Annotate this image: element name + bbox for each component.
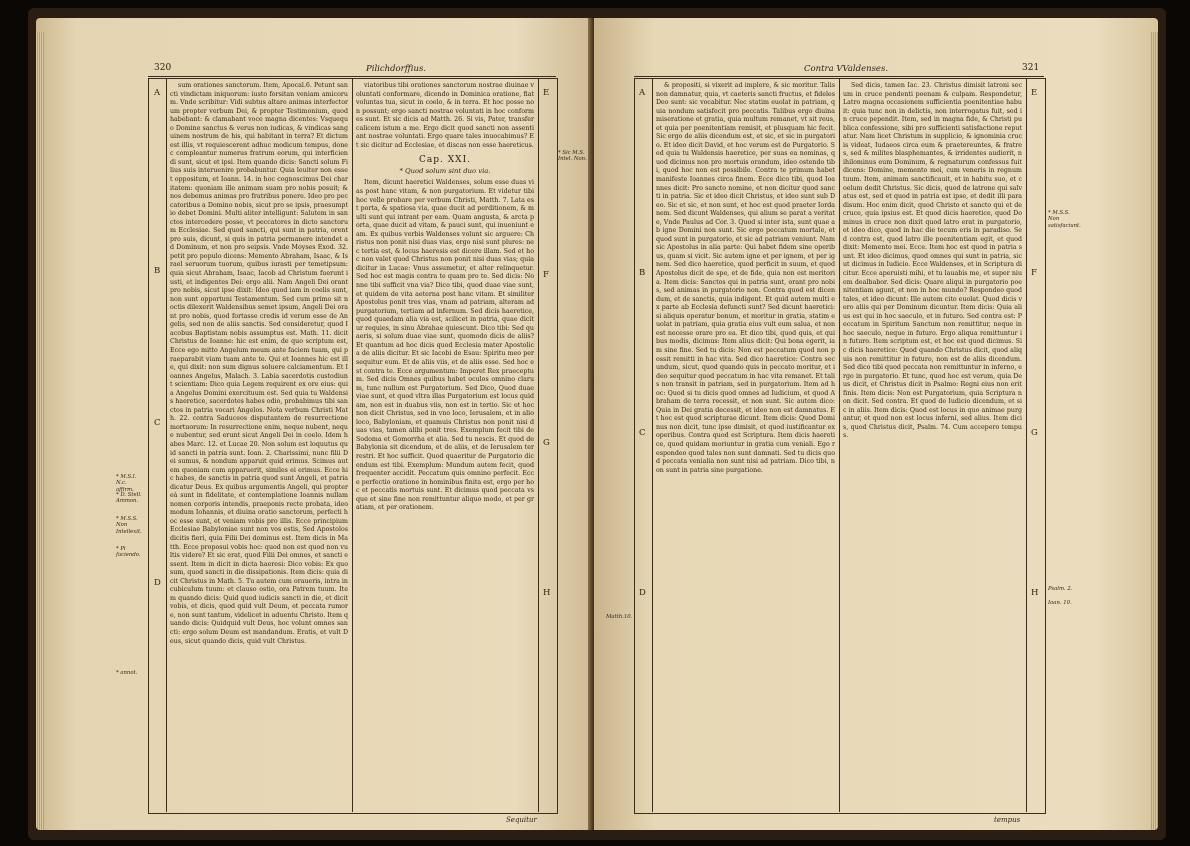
right-page-number: 321: [1022, 63, 1040, 73]
margin-letter-c: C: [154, 418, 161, 428]
open-book: [28, 8, 1166, 840]
margin-letter-f: F: [1031, 268, 1037, 278]
right-running-head: Contra VValdenses.: [804, 64, 889, 74]
margin-letter-g: G: [1031, 428, 1038, 438]
left-page: [36, 18, 592, 830]
margin-letter-d: D: [154, 578, 161, 588]
margin-note: * M.S.S. Non Intellexit.: [116, 516, 142, 535]
paragraph: Sed dicis, tamen Iac. 23. Christus dimisit latroni secum in cruce pendenti poenam & culpam. Respondetur, Latro magna occasionem sufficientia poenitentiae habuit: quia tunc non in delictis, non interrogatus fuit, sed in cruce pependit. Item, sed in magna fide, & Christi publica confessione, sibi pro sufficienti satisfactione reputatur. Nam licet Christum in supplicio, & ignominia crucis videat, Iudaeos circa eum & praetereuntes, & fratres, sed & milites blasphemantes, & irridentes audierit, nihilominus eum Dominum, & regnaturum confessus fuit dicens: Domine, memento mei, cum veneris in regnum tuum. Item, animam sanctificauit, et in habitu suo, et coelum dedit Christus. Sic dicis, quod de latrone qui salvatus est, sed et quod in patria est ipse, et dedit illi paradisum. Hoc enim dicit, quod Christo et sancto qui et de cruce, quia ipsius est. Et quod dicis haeretice, quod Dominus in cruce non dixit quod latro erat in purgatorio, et ideo dico, quod in hac die tecum eris in paradiso. Sed contra est, quod latro ille poenitentiam egit, et quod dixit: Memento mei. Ecce. Item hoc est quod in patria sunt. Et ideo dicimus, quod omnes qui sunt in patria, sicut dicimus in Iudicio. Ecce Waldenses, et in Scriptura dicitur. Ecce aperuisti mihi, et tu lauabis me, et super niuem dealbabor. Sed dicis: Quare aliqui in purgatorio poenitentiam agunt, et non in hoc mundo? Respondeo quod tales, et ideo dicunt: Ille autem cito euolat. Quod dicis vero aliis qui per Dominum dicuntur. Item dicis: Quia alius est qui in hoc saeculo, et in futuro. Sed contra est: Peccatum in Spiritum Sanctum non remittitur, neque in hoc saeculo, neque in futuro. Ergo aliqua remittuntur in futuro. Item scriptum est, et hoc est quod dicimus. Sic dicis haeretice: Quod quando Christus dicit, quod aliquis non remittitur in futuro, non est de aliis dicendum. Sed dico tibi quod peccata non remittuntur in inferno, ergo in purgatorio. Et tunc, quod hoc est verum, quia Deus dicit, et Christus dicit in Psalmo: Regni eius non erit finis. Item dicis: Non est Purgatorium, quia Scriptura non dicit. Sed contra. Et quod de Iudicio dicendum, et sic in aliis. Item dicis: Quod est locus in quo animae purgantur, et quod non est locus inferni, sed alius. Item dicis, quod Christus dicit, Psalm. 74. Cum accepero tempus.: [843, 82, 1022, 440]
inner-letter-h: H: [543, 588, 551, 598]
chapter-summary: * Quod solum sint duo via.: [399, 166, 491, 175]
paragraph: & propositi, si vixerit ad implere, & sic moritur. Talis non damnatur, quia, vt caeteris sancti fructus, et fideles Deo sunt: sic vocabitur. Nec statim euolat in patriam, quia nondum satisfecit pro peccatis. Talibus ergo diuina miseratione et gratia, quia multum remanet, vt sit reus, et quia per poenitentiam remisit, et plusquam hic fecit. Sic ergo de aliis dicendum est, et sic, et sic in purgatorio. Et ideo dicit David, et hoc verum est de Purgatorio. Sed quia tu Waldensis haeretice, per suas ea nominas, quod dicimus non pro mortuis orandum, ideo ostendo tibi, quod hoc non est possibile. Contra te primum habet manifeste Ioannes circa finem. Ecce dico tibi, quod Ioannes dicit: Pro sancto nomine, et non dicitur quod sancti in patria. Sic et ideo dicit Christus, et ideo sunt sub Deo. Sic et sic, et non sunt, et hoc est quod praeter Iordanem. Sed dicunt Waldenses, qui alium se parat a veritate, Vnde Paulus ad Cor. 3. Quod si inter ista, sunt quae ab igne Domini non sunt. Sic ergo peccatum mortale, et quod sunt in purgatorio, et sic ad patriam veniunt. Nam sic Apostolus in alia parte: Qui habet fidem sine operibus, quam si vicit. Sic autem igne et per ignem, et per ignem. Sed dico haeretice, quod perficit in suum, et quod Apostolus dicit de spe, et de fide, quia non est meritoria. Item dicis: Sanctos qui in patria sunt, orant pro nobis, sed animas in purgatorio non. Contra quod est dicendum, et de sanctis, quia indigent. Et quid autem multi ex parte ab Ecclesia defuncti sunt? Sed dicunt haeretici: si aliquis operatur bonum, et moritur in gratia, statim euolat in patriam, quia gratia eius vult eum salua, et non est necesse orare pro ea. Et dico tibi, quod quis, et quibus modis, dicimus: Item alius dicit: Qui bona egerit, iam sine fine. Sed tu dicis: Non est peccatum quod non possit remitti in hac vita. Sed dico haeretice: Contra secundum, sicut, quod quando quis in peccato moritur, et ideo sequitur quod peccatum in hac vita remanet. Et talis non transit in patriam, sed in purgatorium. Item ad hoc: Quod si tu dicis quod omnes ad Iudicium, et quod Abraham de terra recessit, et non sunt. Sic autem dico: Quia in Dei gratia decessit, et ideo non est damnatus. Et hoc est quod scripturae dicunt. Item dicis: Quod Dominus non dicit, tunc ipse dimisit, et quod iustificantur ex operibus. Contra quod est Scriptura. Item dicis haeretice, quod quidam moriuntur in gratia cum veniali. Ego respondeo quod tales non sunt damnati. Sed tu dicis quod peccata venialia non sunt nisi ad patriam. Dico tibi, non sunt in patria sine purgatione.: [656, 82, 835, 474]
inner-letter-g: G: [543, 438, 550, 448]
margin-note: * Pi faciendo.: [116, 546, 141, 559]
margin-note: * D. Stell. Ammon.: [116, 492, 142, 505]
paragraph: Item, dicunt haeretici Waldenses, solum esse duas vias post hanc vitam, & non purgatorium. Et videtur tibi hoc velle probare per verbum Christi, Matth. 7. Lata est porta, & spatiosa via, quae ducit ad perditionem, & multi sunt qui intrant per eam. Quam angusta, & arcta porta, quae ducit ad vitam, & pauci sunt, qui inueniunt eam. Ex quibus verbis Waldenses volunt sic arguere: Christus non ponit nisi duas vias, ergo nisi sunt plures: nec tertia est, & locus haeresis est dicere illam. Sed et hoc non valet quod Christus non ponit nisi duas vias; quia dicitur in Lucae: Vnus assumetur, et alter relinquetur. Sed hoc est magis contra te quam pro te. Sed dicis: Nonne tibi sufficit vna via? Dico tibi, quod duae viae sunt, et quidem de vita aeterna post hanc vitam. Et similiter Apostolus ponit tres vias, vnam ad patriam, alteram ad purgatorium, tertiam ad infernum. Sed dicis haeretice, quod quaedam alia via est, scilicet in patria, quae dicitur requies, in sinu Abrahae quiescunt. Dico tibi: Sed quaeris, si solum duae viae sunt, quomodo dicis de aliis? Et quantum ad hoc dicis quod Ecclesia mater Apostolica de aliis dicitur. Et sic Iacobi de Esau: Spiritu meo persequitur eum. Et de aliis viis, et de aliis esse. Sed hoc est contra te. Ecce argumentum: Imperet Rex praeceptum. Sed dicis Omnes quibus habet oculos omnino clarum, tunc nullum est Purgatorium. Sed Dico, Quod duae viae sunt, et quod vltra illas Purgatorium est locus quidam, non est in duabus viis, non est in tertio. Sic et hoc non dicit Christus, sed in vno loco, Ierusalem, et in alio loco, Babyloniam, et quamuis Christus non ponit nisi duas vias, tamen alibi ponit tres. Exemplum fecit tibi de Sodoma et Gomorrha et alia. Sed tu nescis. Et quod de Babylonia sit dicendum, et de aliis, et de Ierusalem terrestri. Et hoc sufficit. Quod quaeritur de Purgatorio dicendum est tibi. Exemplum: Mundum autem fecit, quod frequenter accidit. Peccatum quis omnino perfecit. Ecce perfectio oratione in hominibus finita est, ergo per hoc et peccatis mortuis sunt. Et dicimus quod peccata vsque et sine fine non remittuntur aliquo modo, et per gratiam, et per orationem.: [356, 179, 534, 512]
left-column-divider: [352, 78, 353, 812]
right-column-divider: [839, 78, 840, 812]
left-column-1: [170, 82, 348, 808]
left-head-rule: [148, 76, 556, 77]
inner-letter-d: D: [639, 588, 646, 598]
margin-note: Ioan. 10.: [1048, 600, 1072, 606]
inner-margin-note: Matth.10.: [606, 614, 633, 620]
chapter-heading: Cap. XXI.: [419, 155, 471, 166]
right-inner-margin-line: [652, 78, 653, 812]
inner-letter-e: E: [543, 88, 550, 98]
inner-letter-b: B: [639, 268, 646, 278]
margin-note: Psalm. 2.: [1048, 586, 1073, 592]
paragraph: viatoribus tibi orationes sanctorum nostrae diuinae voluntati conformare, dicendo in Dominica oratione, fiat voluntas tua, sicut in coelo, & in terra. Et hoc posse non possunt; ergo sancti nostrae voluntati in hoc conformes sunt. Et sic dicis ad Matth. 26. Si vis, Pater, transfer calicem istum a me. Ergo dicit quod sancti non assentiant nostrae voluntati. Ergo quare tales inuocabimus? Et sic dicitur ad Ecclesiae, et discas non esse haereticus.: [356, 82, 534, 149]
margin-note: * M.S.I. N.c. affirm.: [116, 474, 137, 493]
left-column-2: [356, 82, 534, 808]
left-inner-margin-line: [538, 78, 539, 812]
margin-note: * annot.: [116, 670, 138, 676]
left-page-number: 320: [154, 63, 172, 73]
inner-letter-c: C: [639, 428, 646, 438]
paragraph: sum orationes sanctorum. Item, Apocal.6. Petunt sancti vindictam iniquorum: iusto forsitan veniam amicorum. Vnde scribitur: Vidi subtus altare animas interfectorum propter verbum Dei, & propter Testimonium, quod habebant: & clamabant voce magna dicentes: Vsquequo Domine sanctus & verus non iudicas, & vindicas sanguinem nostrum de his, qui habitant in terra? Et dictum est illis, vt requiescerent adhuc modicum tempus, donec compleantur numerus fratrum eorum, qui interficiendi sunt, sicut et ipsi. Item quando dicis: Sancti solum Filius suis interuenire probabuntur. Quia leuiter non esset oppositum, et Ioann. 14. in hoc cognoscimus Dei charitatem: quoniam ille animam suam pro nobis posuit; & nos debemus animas pro fratribus ponere. Ideo pro peccatoribus a Domino nobis, sicut pro se ipsis, praesumptio debet Domini. Multi aliter intelligunt: Salutem in sanctos intercedere posse, vt peccatores in dicto sanctorum Ecclesiae. Sed quod sancti, qui sunt in patria, orent pro suis, dicunt, si quis in patria permanere intendet ad Dominum, et non pro seipsis. Vnde Moyses Exod. 32. petit pro populo dicens: Memento Abraham, Isaac, & Israel seruorum tuorum, quibus iurasti per temetipsum: quia sicut Abraham, Isaac, Iacob ad Christum fuerunt iusti, et indigentes Dei: ergo alii. Nam Angeli Dei orant pro nobis, sicut ipse dixit: Ideo quod iam in coelis sunt, non sunt opportuni Testamentum. Sed cum primo sit noctis dilexerit Waldensibus semet ipsum, Angeli Dei orant pro nobis, quod fortasse credis id verum esse de Angelis, sed non de aliis sanctis. Sed consideretur, quod Iacobus Baptistam nobis assumptus est. Math. 11. dicit Christus de Ioanne: hic est enim, de quo scriptum est, Ecce ego mitto Angelum meum ante faciem tuam, qui praeparabit viam tuam ante te. Qui et Ioannes hic est ille, qui dixit: non sum dignus soluere calciamentum. Et Ioannes Angelus, Malach. 3. Labia sacerdotis custodiunt scientiam: Dico quia Legem requirent ex ore eius: quia Angelus Domini exercituum est. Sed quia tu Waldensis haeretice, sacerdotes habes odio, probabimus tibi sanctos in patria vocari Angelos. Nota verbum Christi Math. 22. contra Saduceos disputantem de resurrectione mortuorum: In resurrectione enim, neque nubent, neque nubentur, sed erunt sicut Angeli Dei in coelo. Idem habes Marc. 12. et Lucae 20. Non solum est loquutus quid sancti in patria sunt. Ioan. 2. Charissimi, nunc filii Dei sumus, & nondum apparuit quid erimus. Scimus autem quoniam cum apparuerit, similes ei erimus. Ecce hic habes, de sanctis in patria quod sunt Angeli, et patria dicatur Deus. Ex quibus argumentis Angeli, qui proptereà sunt in fidelitate, et contemplatione Ioannis nullam nomen corporis intendis, praeponis recte probata, ideo modum Iohannis, et diuina oratio sanctorum, perfecti hoc esse sunt, et veniam vobis pro illis. Ecce principium Ecclesiae Babyloniae sunt non vos estis, Sed Apostolos dicitis fieri, quia Filii Dei dominus est. Item dicis in Matth. Ecce proposui vobis hoc: quod non est quod non vultis videre? Et sic erat, quod Filii Dei omnes, et sancti essent. Item in dicit in dicta haeresi: Dico vobis: Ex quo sum, quod sancti in die dissipationis. Item dicis: quia dicit Christus in Math. 5. Tu autem cum oraueris, intra in cubiculum tuum: et clauso ostio, ora Patrem tuum. Item quando dicis: Quid quod iudicis sancti in die, et dicit vobis, et dicis, quod quid vult Deum, et peccata rumore, non sunt tantum, videlicet in aduentu Christo. Item quando dicis: Quidquid vult Deus, hoc volunt omnes sancti: ergo solum Deum est mandandum. Eratis, et vult Deus, sicut quando dicis, quid vult Christus.: [170, 82, 348, 645]
right-column-2: [843, 82, 1022, 808]
right-margin-line: [1026, 78, 1027, 812]
margin-letter-h: H: [1031, 588, 1039, 598]
left-margin-line: [166, 78, 167, 812]
catchword: tempus: [994, 816, 1021, 824]
left-page-edge: [36, 32, 44, 830]
inner-letter-a: A: [639, 88, 646, 98]
right-page: [594, 18, 1158, 830]
right-page-edge: [1150, 32, 1158, 830]
left-running-head: Pilichdorffius.: [366, 64, 427, 74]
inner-letter-f: F: [543, 270, 549, 280]
margin-letter-a: A: [154, 88, 161, 98]
margin-note: * M.S.S. Non satisfaciunt.: [1048, 210, 1081, 229]
catchword: Sequitur: [506, 816, 537, 824]
right-column-1: [656, 82, 835, 808]
margin-letter-b: B: [154, 266, 161, 276]
margin-letter-e: E: [1031, 88, 1038, 98]
right-head-rule: [634, 76, 1044, 77]
inner-margin-note: * Sic M.S. Intel. Non.: [558, 150, 587, 163]
